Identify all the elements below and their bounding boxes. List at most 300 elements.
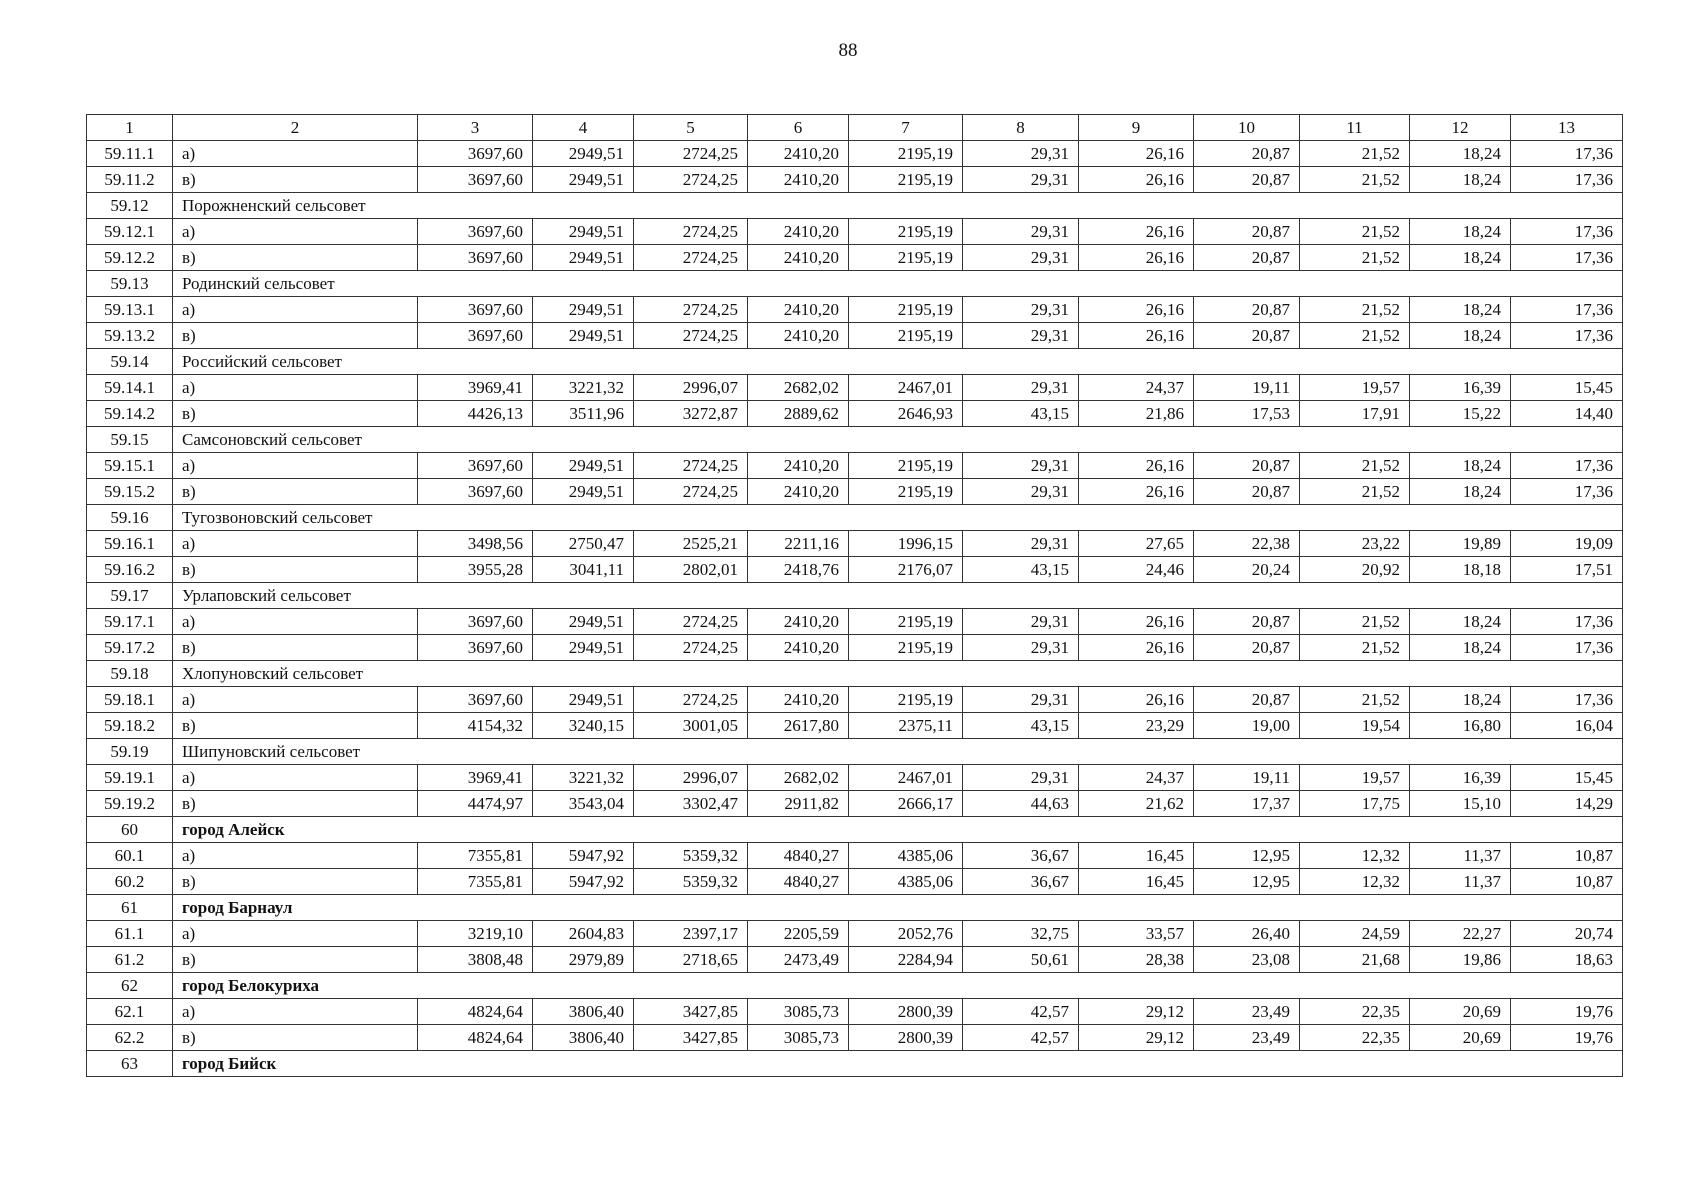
value-cell: 21,52	[1300, 245, 1410, 271]
value-cell: 19,57	[1300, 765, 1410, 791]
value-cell: 26,16	[1079, 219, 1194, 245]
value-cell: 2195,19	[849, 219, 963, 245]
value-cell: 5947,92	[533, 869, 634, 895]
value-cell: 3697,60	[418, 609, 533, 635]
value-cell: 18,24	[1410, 687, 1511, 713]
column-header: 2	[173, 115, 418, 141]
value-cell: 2724,25	[634, 167, 748, 193]
value-cell: 26,16	[1079, 323, 1194, 349]
value-cell: 29,12	[1079, 999, 1194, 1025]
value-cell: 2467,01	[849, 765, 963, 791]
value-cell: 4474,97	[418, 791, 533, 817]
value-cell: 3543,04	[533, 791, 634, 817]
value-cell: 3697,60	[418, 479, 533, 505]
value-cell: 3808,48	[418, 947, 533, 973]
value-cell: 18,18	[1410, 557, 1511, 583]
value-cell: 23,29	[1079, 713, 1194, 739]
value-cell: 26,16	[1079, 141, 1194, 167]
value-cell: 2724,25	[634, 297, 748, 323]
value-cell: 18,24	[1410, 479, 1511, 505]
value-cell: 3511,96	[533, 401, 634, 427]
value-cell: 2724,25	[634, 141, 748, 167]
value-cell: 14,29	[1511, 791, 1623, 817]
value-cell: 20,69	[1410, 999, 1511, 1025]
value-cell: 2604,83	[533, 921, 634, 947]
value-cell: 2418,76	[748, 557, 849, 583]
value-cell: 17,36	[1511, 167, 1623, 193]
value-cell: 2889,62	[748, 401, 849, 427]
table-row	[87, 141, 1623, 167]
value-cell: 42,57	[963, 999, 1079, 1025]
value-cell: 20,87	[1194, 245, 1300, 271]
table-row	[87, 323, 1623, 349]
value-cell: 3955,28	[418, 557, 533, 583]
value-cell: 22,35	[1300, 999, 1410, 1025]
row-code: 59.15	[87, 427, 173, 453]
value-cell: 22,38	[1194, 531, 1300, 557]
value-cell: 2949,51	[533, 219, 634, 245]
value-cell: 2410,20	[748, 323, 849, 349]
value-cell: 2195,19	[849, 141, 963, 167]
table-row	[87, 765, 1623, 791]
value-cell: 29,12	[1079, 1025, 1194, 1051]
table-row	[87, 297, 1623, 323]
value-cell: 4385,06	[849, 843, 963, 869]
value-cell: 50,61	[963, 947, 1079, 973]
row-code: 59.13.1	[87, 297, 173, 323]
table-row	[87, 401, 1623, 427]
value-cell: 3697,60	[418, 219, 533, 245]
row-code: 59.17	[87, 583, 173, 609]
tariff-table	[86, 114, 1623, 1077]
value-cell: 21,62	[1079, 791, 1194, 817]
row-label: а)	[173, 687, 418, 713]
value-cell: 16,39	[1410, 375, 1511, 401]
table-row	[87, 791, 1623, 817]
row-label: а)	[173, 453, 418, 479]
value-cell: 17,36	[1511, 245, 1623, 271]
value-cell: 43,15	[963, 401, 1079, 427]
value-cell: 4824,64	[418, 999, 533, 1025]
row-label: а)	[173, 219, 418, 245]
value-cell: 15,22	[1410, 401, 1511, 427]
value-cell: 21,52	[1300, 297, 1410, 323]
row-code: 59.18.1	[87, 687, 173, 713]
value-cell: 16,45	[1079, 869, 1194, 895]
value-cell: 17,36	[1511, 687, 1623, 713]
value-cell: 21,52	[1300, 167, 1410, 193]
value-cell: 29,31	[963, 635, 1079, 661]
column-header: 10	[1194, 115, 1300, 141]
value-cell: 2949,51	[533, 687, 634, 713]
value-cell: 18,24	[1410, 297, 1511, 323]
value-cell: 26,16	[1079, 245, 1194, 271]
value-cell: 3697,60	[418, 141, 533, 167]
value-cell: 23,22	[1300, 531, 1410, 557]
value-cell: 18,24	[1410, 219, 1511, 245]
column-header: 3	[418, 115, 533, 141]
row-label: а)	[173, 141, 418, 167]
value-cell: 11,37	[1410, 869, 1511, 895]
row-code: 63	[87, 1051, 173, 1077]
value-cell: 3219,10	[418, 921, 533, 947]
value-cell: 29,31	[963, 323, 1079, 349]
value-cell: 26,16	[1079, 167, 1194, 193]
value-cell: 3085,73	[748, 1025, 849, 1051]
value-cell: 16,39	[1410, 765, 1511, 791]
row-code: 59.14.1	[87, 375, 173, 401]
value-cell: 18,24	[1410, 245, 1511, 271]
row-label: в)	[173, 401, 418, 427]
section-row	[87, 583, 1623, 609]
value-cell: 16,80	[1410, 713, 1511, 739]
row-code: 62.2	[87, 1025, 173, 1051]
section-row	[87, 193, 1623, 219]
value-cell: 2949,51	[533, 635, 634, 661]
value-cell: 2949,51	[533, 297, 634, 323]
section-row	[87, 739, 1623, 765]
value-cell: 24,59	[1300, 921, 1410, 947]
row-code: 59.14	[87, 349, 173, 375]
value-cell: 20,69	[1410, 1025, 1511, 1051]
value-cell: 14,40	[1511, 401, 1623, 427]
value-cell: 16,45	[1079, 843, 1194, 869]
value-cell: 22,27	[1410, 921, 1511, 947]
table-row	[87, 869, 1623, 895]
city-title: город Барнаул	[173, 895, 1623, 921]
city-title: город Белокуриха	[173, 973, 1623, 999]
value-cell: 29,31	[963, 245, 1079, 271]
value-cell: 4426,13	[418, 401, 533, 427]
table-row	[87, 921, 1623, 947]
value-cell: 3272,87	[634, 401, 748, 427]
table-row	[87, 531, 1623, 557]
value-cell: 2800,39	[849, 1025, 963, 1051]
value-cell: 2949,51	[533, 453, 634, 479]
value-cell: 20,87	[1194, 219, 1300, 245]
value-cell: 2195,19	[849, 297, 963, 323]
value-cell: 20,87	[1194, 453, 1300, 479]
value-cell: 3697,60	[418, 635, 533, 661]
row-label: в)	[173, 245, 418, 271]
row-code: 59.11.2	[87, 167, 173, 193]
section-row	[87, 271, 1623, 297]
row-code: 59.15.2	[87, 479, 173, 505]
value-cell: 17,36	[1511, 453, 1623, 479]
table-body	[87, 115, 1623, 1077]
row-code: 59.13	[87, 271, 173, 297]
row-code: 59.16.2	[87, 557, 173, 583]
column-header: 9	[1079, 115, 1194, 141]
value-cell: 20,74	[1511, 921, 1623, 947]
value-cell: 2724,25	[634, 609, 748, 635]
row-code: 59.12	[87, 193, 173, 219]
value-cell: 20,87	[1194, 297, 1300, 323]
value-cell: 3969,41	[418, 765, 533, 791]
value-cell: 2617,80	[748, 713, 849, 739]
value-cell: 3697,60	[418, 687, 533, 713]
value-cell: 2410,20	[748, 141, 849, 167]
value-cell: 2410,20	[748, 687, 849, 713]
table-row	[87, 609, 1623, 635]
value-cell: 2176,07	[849, 557, 963, 583]
value-cell: 26,16	[1079, 609, 1194, 635]
column-header: 8	[963, 115, 1079, 141]
value-cell: 16,04	[1511, 713, 1623, 739]
row-code: 59.17.2	[87, 635, 173, 661]
table-row	[87, 947, 1623, 973]
value-cell: 3806,40	[533, 999, 634, 1025]
value-cell: 2410,20	[748, 609, 849, 635]
value-cell: 2410,20	[748, 453, 849, 479]
value-cell: 2800,39	[849, 999, 963, 1025]
value-cell: 3221,32	[533, 765, 634, 791]
value-cell: 26,40	[1194, 921, 1300, 947]
value-cell: 17,36	[1511, 297, 1623, 323]
section-row	[87, 427, 1623, 453]
value-cell: 21,52	[1300, 141, 1410, 167]
column-header: 13	[1511, 115, 1623, 141]
value-cell: 4840,27	[748, 843, 849, 869]
value-cell: 2052,76	[849, 921, 963, 947]
value-cell: 2949,51	[533, 141, 634, 167]
value-cell: 36,67	[963, 869, 1079, 895]
value-cell: 23,49	[1194, 999, 1300, 1025]
value-cell: 19,76	[1511, 1025, 1623, 1051]
value-cell: 20,87	[1194, 167, 1300, 193]
table-row	[87, 999, 1623, 1025]
value-cell: 17,75	[1300, 791, 1410, 817]
value-cell: 26,16	[1079, 479, 1194, 505]
row-code: 60.2	[87, 869, 173, 895]
value-cell: 33,57	[1079, 921, 1194, 947]
row-code: 59.18.2	[87, 713, 173, 739]
value-cell: 29,31	[963, 167, 1079, 193]
value-cell: 3697,60	[418, 297, 533, 323]
value-cell: 42,57	[963, 1025, 1079, 1051]
value-cell: 36,67	[963, 843, 1079, 869]
value-cell: 19,54	[1300, 713, 1410, 739]
value-cell: 2682,02	[748, 375, 849, 401]
value-cell: 15,45	[1511, 765, 1623, 791]
value-cell: 15,45	[1511, 375, 1623, 401]
row-label: в)	[173, 635, 418, 661]
value-cell: 18,63	[1511, 947, 1623, 973]
column-header: 5	[634, 115, 748, 141]
value-cell: 3240,15	[533, 713, 634, 739]
value-cell: 21,52	[1300, 609, 1410, 635]
value-cell: 2410,20	[748, 479, 849, 505]
value-cell: 10,87	[1511, 843, 1623, 869]
value-cell: 19,57	[1300, 375, 1410, 401]
city-row	[87, 1051, 1623, 1077]
value-cell: 2724,25	[634, 453, 748, 479]
row-label: в)	[173, 557, 418, 583]
value-cell: 29,31	[963, 375, 1079, 401]
section-title: Родинский сельсовет	[173, 271, 1623, 297]
value-cell: 3806,40	[533, 1025, 634, 1051]
row-label: а)	[173, 609, 418, 635]
value-cell: 2525,21	[634, 531, 748, 557]
value-cell: 2802,01	[634, 557, 748, 583]
column-header: 12	[1410, 115, 1511, 141]
value-cell: 32,75	[963, 921, 1079, 947]
value-cell: 2949,51	[533, 167, 634, 193]
value-cell: 2949,51	[533, 609, 634, 635]
value-cell: 2996,07	[634, 375, 748, 401]
value-cell: 18,24	[1410, 323, 1511, 349]
value-cell: 19,11	[1194, 765, 1300, 791]
value-cell: 4824,64	[418, 1025, 533, 1051]
value-cell: 18,24	[1410, 609, 1511, 635]
value-cell: 17,36	[1511, 609, 1623, 635]
value-cell: 3697,60	[418, 453, 533, 479]
value-cell: 2195,19	[849, 687, 963, 713]
row-code: 59.15.1	[87, 453, 173, 479]
row-label: в)	[173, 869, 418, 895]
value-cell: 21,52	[1300, 219, 1410, 245]
value-cell: 20,87	[1194, 479, 1300, 505]
value-cell: 18,24	[1410, 167, 1511, 193]
value-cell: 2718,65	[634, 947, 748, 973]
row-code: 59.19	[87, 739, 173, 765]
value-cell: 2750,47	[533, 531, 634, 557]
table-row	[87, 375, 1623, 401]
value-cell: 2724,25	[634, 635, 748, 661]
value-cell: 29,31	[963, 765, 1079, 791]
table-row	[87, 453, 1623, 479]
column-header: 7	[849, 115, 963, 141]
value-cell: 2410,20	[748, 219, 849, 245]
row-code: 61.1	[87, 921, 173, 947]
value-cell: 1996,15	[849, 531, 963, 557]
value-cell: 3697,60	[418, 167, 533, 193]
value-cell: 19,09	[1511, 531, 1623, 557]
value-cell: 3001,05	[634, 713, 748, 739]
value-cell: 20,87	[1194, 609, 1300, 635]
table-row	[87, 843, 1623, 869]
value-cell: 2467,01	[849, 375, 963, 401]
value-cell: 19,11	[1194, 375, 1300, 401]
row-code: 59.14.2	[87, 401, 173, 427]
row-label: в)	[173, 479, 418, 505]
section-row	[87, 661, 1623, 687]
value-cell: 2195,19	[849, 479, 963, 505]
value-cell: 29,31	[963, 453, 1079, 479]
value-cell: 10,87	[1511, 869, 1623, 895]
row-code: 59.19.1	[87, 765, 173, 791]
row-code: 60.1	[87, 843, 173, 869]
value-cell: 12,32	[1300, 869, 1410, 895]
value-cell: 29,31	[963, 479, 1079, 505]
value-cell: 7355,81	[418, 843, 533, 869]
value-cell: 2397,17	[634, 921, 748, 947]
value-cell: 3697,60	[418, 323, 533, 349]
value-cell: 3221,32	[533, 375, 634, 401]
value-cell: 2195,19	[849, 453, 963, 479]
section-row	[87, 349, 1623, 375]
row-code: 59.16	[87, 505, 173, 531]
section-title: Российский сельсовет	[173, 349, 1623, 375]
section-title: Хлопуновский сельсовет	[173, 661, 1623, 687]
value-cell: 26,16	[1079, 297, 1194, 323]
value-cell: 3427,85	[634, 999, 748, 1025]
table-row	[87, 245, 1623, 271]
value-cell: 19,00	[1194, 713, 1300, 739]
value-cell: 2724,25	[634, 245, 748, 271]
value-cell: 18,24	[1410, 141, 1511, 167]
column-header: 6	[748, 115, 849, 141]
value-cell: 27,65	[1079, 531, 1194, 557]
table-row	[87, 687, 1623, 713]
value-cell: 2949,51	[533, 479, 634, 505]
row-label: в)	[173, 947, 418, 973]
value-cell: 24,46	[1079, 557, 1194, 583]
table-row	[87, 713, 1623, 739]
row-label: в)	[173, 323, 418, 349]
section-title: Самсоновский сельсовет	[173, 427, 1623, 453]
value-cell: 2724,25	[634, 219, 748, 245]
value-cell: 15,10	[1410, 791, 1511, 817]
value-cell: 4154,32	[418, 713, 533, 739]
value-cell: 3969,41	[418, 375, 533, 401]
value-cell: 20,92	[1300, 557, 1410, 583]
value-cell: 20,87	[1194, 635, 1300, 661]
value-cell: 2724,25	[634, 323, 748, 349]
value-cell: 29,31	[963, 531, 1079, 557]
value-cell: 17,36	[1511, 141, 1623, 167]
city-title: город Бийск	[173, 1051, 1623, 1077]
value-cell: 21,52	[1300, 323, 1410, 349]
section-title: Шипуновский сельсовет	[173, 739, 1623, 765]
row-code: 59.11.1	[87, 141, 173, 167]
value-cell: 2949,51	[533, 245, 634, 271]
value-cell: 3697,60	[418, 245, 533, 271]
value-cell: 2195,19	[849, 167, 963, 193]
value-cell: 5947,92	[533, 843, 634, 869]
value-cell: 23,08	[1194, 947, 1300, 973]
row-label: в)	[173, 791, 418, 817]
row-label: а)	[173, 765, 418, 791]
value-cell: 2375,11	[849, 713, 963, 739]
row-label: а)	[173, 921, 418, 947]
value-cell: 17,51	[1511, 557, 1623, 583]
value-cell: 2195,19	[849, 609, 963, 635]
table-row	[87, 479, 1623, 505]
value-cell: 20,87	[1194, 687, 1300, 713]
value-cell: 18,24	[1410, 635, 1511, 661]
value-cell: 21,52	[1300, 635, 1410, 661]
value-cell: 2195,19	[849, 635, 963, 661]
value-cell: 19,86	[1410, 947, 1511, 973]
city-title: город Алейск	[173, 817, 1623, 843]
value-cell: 20,24	[1194, 557, 1300, 583]
row-code: 59.18	[87, 661, 173, 687]
value-cell: 24,37	[1079, 375, 1194, 401]
value-cell: 3041,11	[533, 557, 634, 583]
section-title: Порожненский сельсовет	[173, 193, 1623, 219]
row-label: а)	[173, 375, 418, 401]
value-cell: 17,53	[1194, 401, 1300, 427]
value-cell: 29,31	[963, 141, 1079, 167]
table-row	[87, 167, 1623, 193]
header-row	[87, 115, 1623, 141]
value-cell: 44,63	[963, 791, 1079, 817]
column-header: 1	[87, 115, 173, 141]
value-cell: 12,95	[1194, 869, 1300, 895]
value-cell: 17,36	[1511, 635, 1623, 661]
table-row	[87, 1025, 1623, 1051]
